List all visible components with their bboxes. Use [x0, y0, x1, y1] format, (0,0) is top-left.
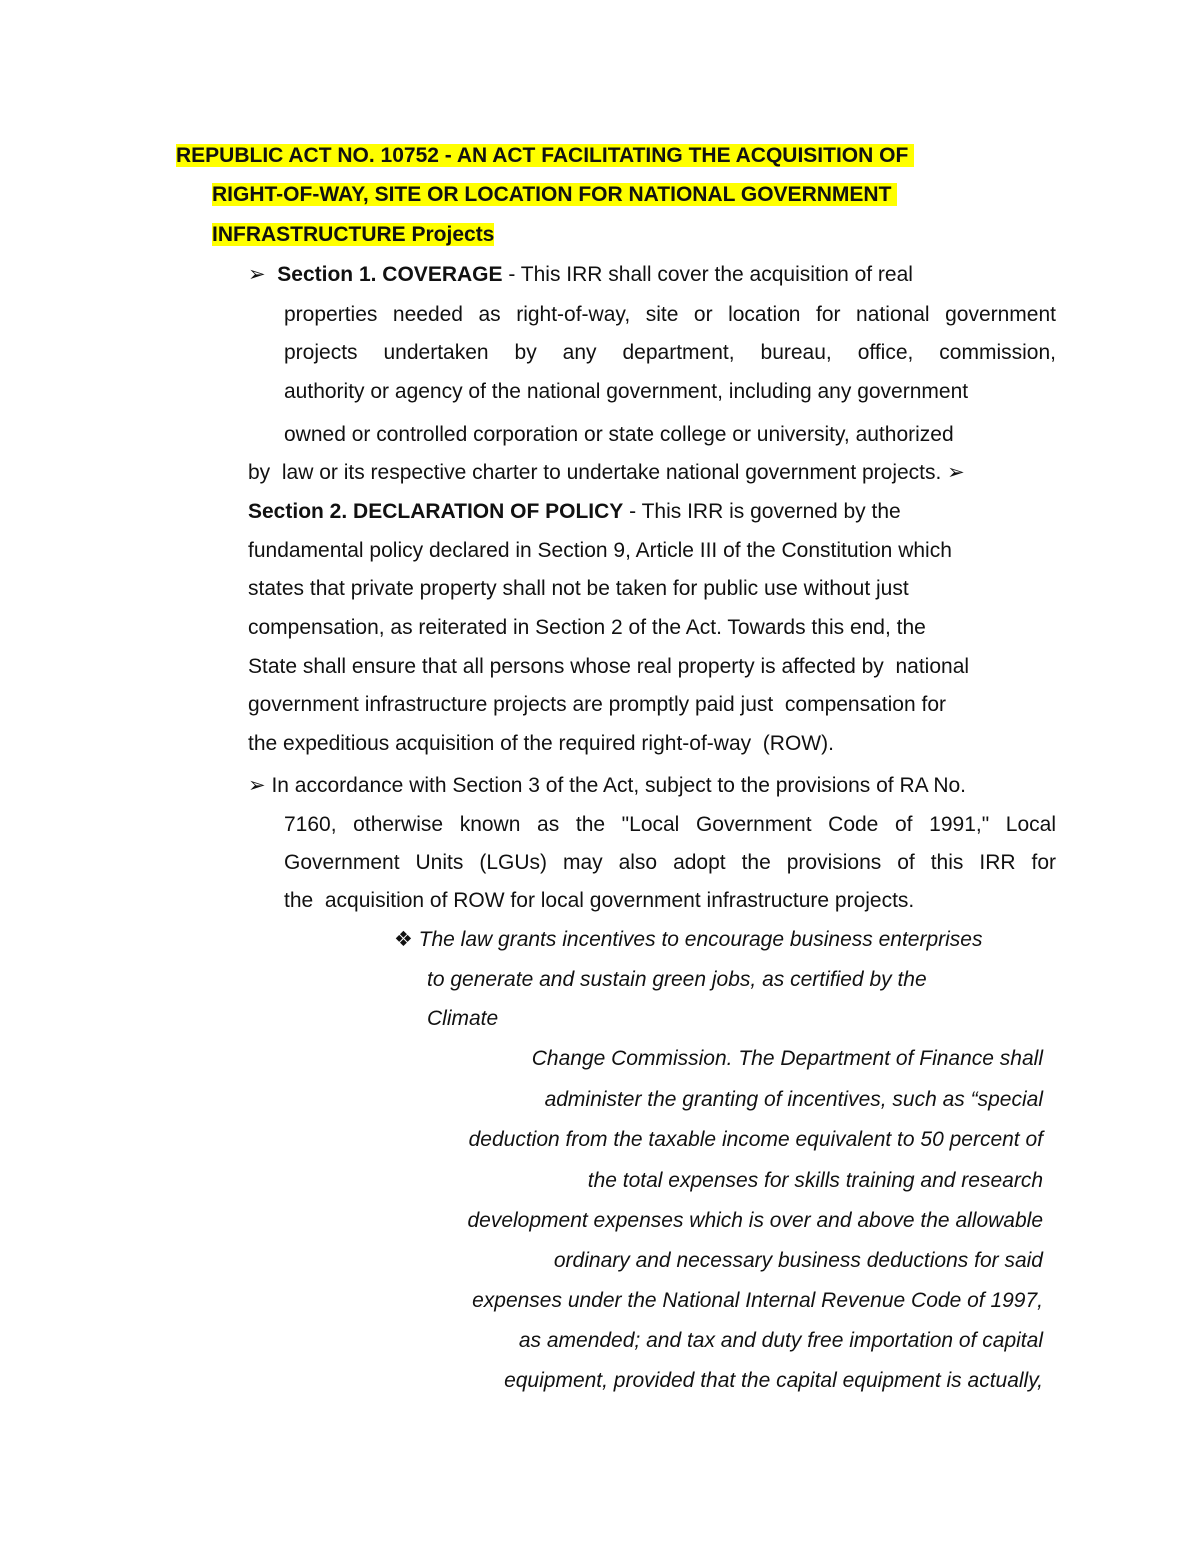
lgu-first-line: ➢ In accordance with Section 3 of the Act, subject to the provisions of RA No. [248, 774, 966, 797]
section-2-line-5: State shall ensure that all persons whose real property is affected by national [248, 655, 970, 678]
incentives-line-9: ordinary and necessary business deductions for said [553, 1249, 1043, 1272]
incentives-line-7: the total expenses for skills training and research [587, 1169, 1043, 1192]
lgu-line-2: 7160, otherwise known as the "Local Government Code of 1991," Local [284, 813, 1056, 836]
title-line-1: REPUBLIC ACT NO. 10752 - AN ACT FACILITATING THE ACQUISITION OF [176, 144, 915, 167]
section-2-heading: Section 2. DECLARATION OF POLICY [248, 500, 624, 523]
section-2-line-3: states that private property shall not be taken for public use without just [248, 577, 909, 600]
incentives-line-5: administer the granting of incentives, such as “special [544, 1088, 1043, 1111]
incentives-line-10: expenses under the National Internal Revenue Code of 1997, [472, 1289, 1043, 1312]
section-1-line-6: by law or its respective charter to undertake national government projects. ➢ [248, 461, 965, 484]
lgu-line-3: Government Units (LGUs) may also adopt the provisions of this IRR for [284, 851, 1056, 874]
lgu-line-4: the acquisition of ROW for local government infrastructure projects. [284, 889, 915, 912]
incentives-line-4: Change Commission. The Department of Finance shall [531, 1047, 1043, 1070]
incentives-first-line: ❖ The law grants incentives to encourage business enterprises [394, 928, 983, 951]
section-1-heading: Section 1. COVERAGE [277, 263, 503, 286]
section-2-line-6: government infrastructure projects are promptly paid just compensation for [248, 693, 946, 716]
section-2-first-line: Section 2. DECLARATION OF POLICY - This IRR is governed by the [248, 500, 901, 523]
incentives-line-2: to generate and sustain green jobs, as certified by the [427, 968, 927, 991]
incentives-line-6: deduction from the taxable income equivalent to 50 percent of [468, 1128, 1043, 1151]
incentives-line-8: development expenses which is over and above the allowable [467, 1209, 1043, 1232]
arrow-bullet-icon: ➢ [248, 774, 266, 797]
section-1-line-4: authority or agency of the national government, including any government [284, 380, 969, 403]
section-1-first-line: ➢ Section 1. COVERAGE - This IRR shall cover the acquisition of real [248, 263, 913, 286]
section-1-line-5: owned or controlled corporation or state college or university, authorized [284, 423, 954, 446]
arrow-bullet-icon: ➢ [248, 263, 266, 286]
title-line-3: INFRASTRUCTURE Projects [212, 223, 495, 246]
title-line-2: RIGHT-OF-WAY, SITE OR LOCATION FOR NATIONAL GOVERNMENT [212, 183, 898, 206]
incentives-line-12: equipment, provided that the capital equipment is actually, [504, 1369, 1043, 1392]
diamond-bullet-icon: ❖ [394, 928, 413, 951]
incentives-line-11: as amended; and tax and duty free importation of capital [518, 1329, 1043, 1352]
section-2-line-4: compensation, as reiterated in Section 2 of the Act. Towards this end, the [248, 616, 926, 639]
section-2-line-2: fundamental policy declared in Section 9, Article III of the Constitution which [248, 539, 952, 562]
incentives-line-3: Climate [427, 1007, 499, 1030]
section-1-line-2: properties needed as right-of-way, site or location for national government [284, 303, 1056, 326]
section-1-line-3: projects undertaken by any department, bureau, office, commission, [284, 341, 1056, 364]
section-2-line-7: the expeditious acquisition of the required right-of-way (ROW). [248, 732, 834, 755]
